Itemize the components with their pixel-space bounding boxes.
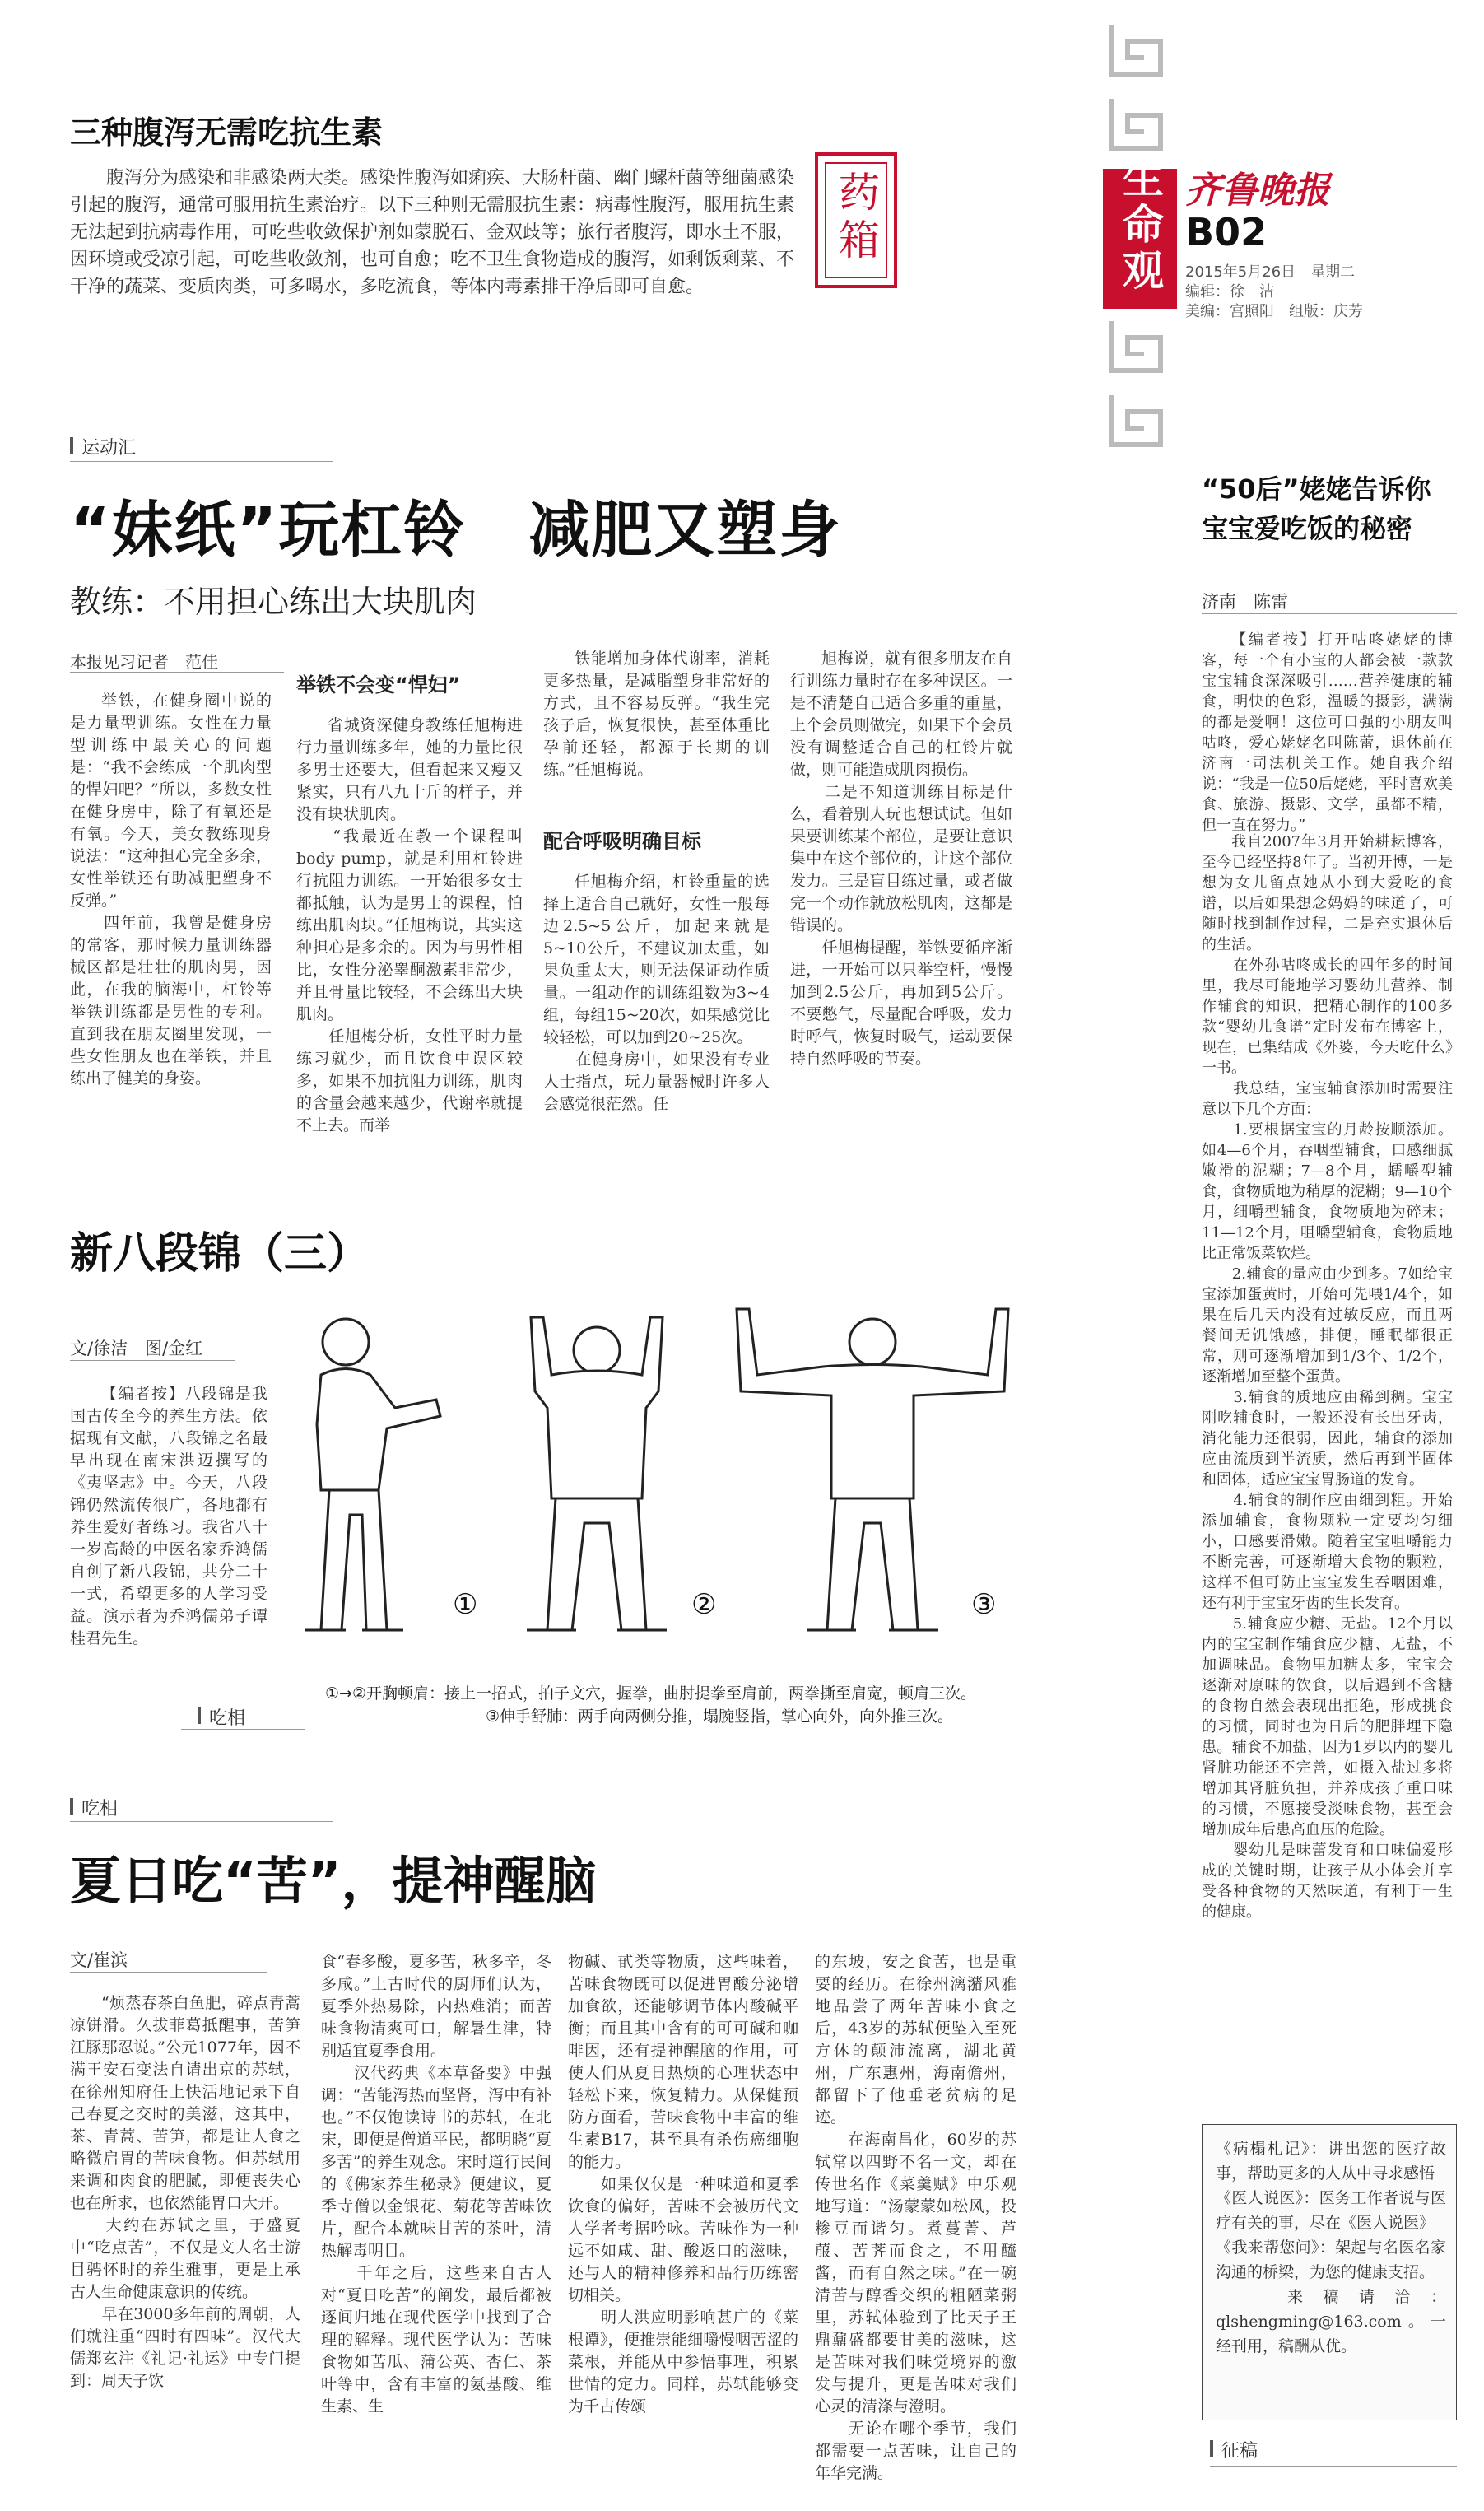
qigong-figures (272, 1284, 1054, 1679)
sport-headline: “妹纸”玩杠铃 减肥又塑身 (70, 495, 842, 566)
page-number: B02 (1185, 210, 1268, 254)
section-title: 生命观 (1116, 156, 1164, 295)
sport-col-2: 省城资深健身教练任旭梅进行力量训练多年，她的力量比很多男士还要大，但看起来又瘦又紧实，只有八九十斤的样子，并没有块状肌肉。 “我最近在教一个课程叫body pump，就是利用杠铃进行抗阻力训练。一开始很多女士都抵触，认为是男士的课程，怕练出肌肉块。”任旭梅说，其实这种担心是多余的。因为与男性相比，女性分泌睾酮激素非常少，并且骨量比较轻，不会练出大块肌肉。 任旭梅分析，女性平时力量练习就少，而且饮食中误区较多，如果不加抗阻力训练，肌肉的含量会越来越少，代谢率就提不上去。而举 (296, 716, 523, 1134)
qigong-byline: 文/徐洁 图/金红 (70, 1339, 203, 1358)
food-col-4: 的东坡，安之食苦，也是重要的经历。在徐州漓潴风雅地品尝了两年苦味小食之后，43岁的苏轼便坠入至死方休的颠沛流离，湖北黄州，广东惠州，海南儋州，都留下了他垂老贫病的足迹。 在海南昌化，60岁的苏轼常以四野不名一文，却在传世名作《菜羹赋》中乐观地写道：“汤蒙蒙如松风，投糁豆而谐匀。煮蔓菁、芦菔、苦荠而食之，不用醯酱，而有自然之味。”在一碗清苦与醇香交织的粗陋菜粥里，苏轼体验到了比天子王鼎鼐盛都要甘美的滋味，这是苦味对我们味觉境界的激发与提升，更是苦味对我们心灵的清涤与澄明。 无论在哪个季节，我们都需要一点苦味，让自己的年华完满。 (815, 1953, 1016, 2482)
food-headline: 夏日吃“苦”，提神醒脑 (70, 1851, 597, 1911)
food-tag: 吃相 (70, 1795, 118, 1820)
sport-col-1: 举铁，在健身圈中说的是力量型训练。女性在力量型训练中最关心的问题是：“我不会练成一个肌肉型的悍妇吧？”所以，多数女性在健身房中，除了有氧还是有氧。今天，美女教练现身说法：“这种担心完全多余，女性举铁还有助减肥塑身不反弹。” 四年前，我曾是健身房的常客，那时候力量训练器械区都是壮壮的肌肉男，因此，在我的脑海中，杠铃等举铁训练都是男性的专利。直到我在朋友圈里发现，一些女性朋友也在举铁，并且练出了健美的身姿。 (70, 692, 272, 1088)
figure-2-person (527, 1317, 667, 1630)
sport-subhead-2: 配合呼吸明确目标 (543, 830, 701, 853)
yaoxiang-badge-text: 药箱 (832, 170, 880, 266)
yaoxiang-title: 三种腹泻无需吃抗生素 (70, 114, 384, 151)
food-col-3: 物碱、甙类等物质，这些味着，苦味食物既可以促进胃酸分泌增加食欲，还能够调节体内酸碱平衡；而且其中含有的可可碱和咖啡因，还有提神醒脑的作用，可使人们从夏日热烦的心理状态中轻松下来，恢复精力。从保健预防方面看，苦味食物中丰富的维生素B17，甚至具有杀伤癌细胞的能力。 如果仅仅是一种味道和夏季饮食的偏好，苦味不会被历代文人学者考据吟咏。苦味作为一种远不如咸、甜、酸返口的滋味，还与人的精神修养和品行历练密切相关。 明人洪应明影响甚广的《菜根谭》，便推崇能细嚼慢咽苦涩的菜根，并能从中参悟事理，积累世情的定力。同样，苏轼能够变为千古传颂 (568, 1953, 798, 2415)
notice-box (1202, 2124, 1457, 2420)
figure-3-person (737, 1309, 1008, 1630)
qigong-tag-mid: 吃相 (198, 1704, 245, 1730)
side-intro: 【编者按】打开咕咚姥姥的博客，每一个有小宝的人都会被一款款宝宝辅食深深吸引……营养健康的辅食，明快的色彩，温暖的摄影，满满的都是爱啊！这位可口强的小朋友叫咕咚，爱心姥姥名叫陈蕾，退休前在济南一司法机关工作。她自我介绍说：“我是一位50后姥姥，平时喜欢美食、旅游、摄影、文学，虽都不精，但一直在努力。” (1202, 631, 1453, 834)
yaoxiang-badge (815, 152, 897, 288)
qigong-headline: 新八段锦（三） (70, 1229, 370, 1279)
food-col-1: “烦蒸春茶白鱼肥，碎点青蒿凉饼滑。久拔菲葛抵醒事，苦笋江豚那忍说。”公元1077年，因不满王安石变法自请出京的苏轼，在徐州知府任上快活地记录下自己春夏之交时的美滋，这其中，茶、青蒿、苦笋，都是让人食之略微启胃的苦味食物。但苏轼用来调和肉食的肥腻，即便丧失心也在所求，也依然能胃口大开。 大约在苏轼之里，于盛夏中“吃点苦”，不仅是文人名士游目骋怀时的养生雅事，更是上承古人生命健康意识的传统。 早在3000多年前的周朝，人们就注重“四时有四味”。汉代大儒郑玄注《礼记·礼运》中专门提到：周天子饮 (70, 1994, 300, 2390)
sport-tag: 运动汇 (70, 434, 136, 459)
figure-label-1: ① (453, 1588, 478, 1621)
qigong-caption-2: ③伸手舒肺：两手向两侧分推，塌腕竖指，掌心向外，向外推三次。 (486, 1707, 954, 1726)
side-headline: “50后”姥姥告诉你宝宝爱吃饭的秘密 (1202, 473, 1431, 544)
sport-col-4: 旭梅说，就有很多朋友在自行训练力量时存在多种误区。一是不清楚自己适合多重的重量，上个会员则做完，如果下个会员没有调整适合自己的杠铃片就做，则可能造成肌肉损伤。 二是不知道训练目标是什么，看着别人玩也想试试。但如果要训练某个部位，是要让意识集中在这个部位的，让这个部位发力。三是盲目练过量，或者做完一个动作就放松肌肉，这都是错误的。 任旭梅提醒，举铁要循序渐进，一开始可以只举空杆，慢慢加到2.5公斤，再加到5公斤。不要憋气，尽量配合呼吸，发力时呼气，恢复时吸气，运动要保持自然呼吸的节奏。 (790, 650, 1012, 1068)
yaoxiang-body: 腹泻分为感染和非感染两大类。感染性腹泻如痢疾、大肠杆菌、幽门螺杆菌等细菌感染引起的腹泻，通常可服用抗生素治疗。以下三种则无需服抗生素：病毒性腹泻，服用抗生素无法起到抗病毒作用，可吃些收敛保护剂如蒙脱石、金双歧等；旅行者腹泻，即水土不服，因环境或受凉引起，可吃些收敛剂，也可自愈；吃不卫生食物造成的腹泻，如剩饭剩菜、不干净的蔬菜、变质肉类，可多喝水，多吃流食，等体内毒素排干净后即可自愈。 (70, 168, 795, 297)
sport-byline: 本报见习记者 范佳 (70, 652, 218, 672)
side-body: 我自2007年3月开始耕耘博客，至今已经坚持8年了。当初开博，一是想为女儿留点她从小到大爱吃的食谱，以后如果想念妈妈的味道了，可随时找到制作过程，二是充实退休后的生活。 在外孙咕咚成长的四年多的时间里，我尽可能地学习婴幼儿营养、制作辅食的知识，把精心制作的100多款“婴幼儿食谱”定时发布在博客上，现在，已集结成《外婆，今天吃什么》一书。 我总结，宝宝辅食添加时需要注意以下几个方面： 1.要根据宝宝的月龄按顺添加。如4—6个月，吞咽型辅食，口感细腻嫩滑的泥糊；7—8个月，蠕嚼型辅食，食物质地为稍厚的泥糊；9—10个月，细嚼型辅食，食物质地为碎末；11—12个月，咀嚼型辅食，食物质地比正常饭菜软烂。 2.辅食的量应由少到多。7如给宝宝添加蛋黄时，开始可先喂1/4个，如果在后几天内没有过敏反应，而且两餐间无饥饿感，排便，睡眠都很正常，则可逐渐增加到1/3个、1/2个，逐渐增加至整个蛋黄。 3.辅食的质地应由稀到稠。宝宝刚吃辅食时，一般还没有长出牙齿，消化能力还很弱，因此，辅食的添加应由流质到半流质，然后再到半固体和固体，适应宝宝胃肠道的发育。 4.辅食的制作应由细到粗。开始添加辅食，食物颗粒一定要均匀细小，口感要滑嫩。随着宝宝咀嚼能力不断完善，可逐渐增大食物的颗粒，这样不但可防止宝宝发生吞咽困难，还有利于宝宝牙齿的生长发育。 5.辅食应少糖、无盐。12个月以内的宝宝制作辅食应少糖、无盐，不加调味品。食物里加糖太多，宝宝会逐渐对原味的饮食，以后遇到不含糖的食物自然会表现出拒绝，形成挑食的习惯，同时也为日后的肥胖埋下隐患。辅食不加盐，因为1岁以内的婴儿肾脏功能还不完善，如摄入盐过多将增加其肾脏负担，并养成孩子重口味的习惯，不愿接受淡味食物，甚至会增加成年后患高血压的危险。 婴幼儿是味蕾发育和口味偏爱形成的关键时期，让孩子从小体会并享受各种食物的天然味道，有利于一生的健康。 (1202, 833, 1453, 1921)
figure-label-3: ③ (971, 1588, 997, 1621)
sport-subhead-1: 举铁不会变“悍妇” (296, 673, 461, 696)
figure-label-2: ② (691, 1588, 717, 1621)
art-credit: 美编：宫照阳 组版：庆芳 (1185, 303, 1363, 320)
notice-text: 《病榻札记》：讲出您的医疗故事，帮助更多的人从中寻求感悟 《医人说医》：医务工作者说与医疗有关的事，尽在《医人说医》 《我来帮您问》：架起与名医名家沟通的桥梁，为您的健康支招。 来稿请洽：qlshengming@163.com。一经刊用，稿酬从优。 (1216, 2140, 1446, 2355)
qigong-caption-1: ①→②开胸顿肩：接上一招式，拍子文穴，握拳，曲肘提拳至肩前，两拳撕至肩宽，顿肩三次。 (325, 1684, 976, 1703)
issue-date: 2015年5月26日 星期二 (1185, 263, 1356, 281)
side-byline: 济南 陈雷 (1202, 592, 1288, 612)
qigong-intro: 【编者按】八段锦是我国古传至今的养生方法。依据现有文献，八段锦之名最早出现在南宋洪迈撰写的《夷坚志》中。今天，八段锦仍然流传很广，各地都有养生爱好者练习。我省八十一岁高龄的中医名家乔鸿儒自创了新八段锦，共分二十一式，希望更多的人学习受益。演示者为乔鸿儒弟子谭桂君先生。 (70, 1385, 267, 1647)
sport-col-3b: 任旭梅介绍，杠铃重量的选择上适合自己就好，女性一般每边2.5~5公斤，加起来就是5~10公斤，不建议加太重，如果负重太大，则无法保证动作质量。一组动作的训练组数为3~4组，每组15~20次，如果感觉比较轻松，可以加到20~25次。 在健身房中，如果没有专业人士指点，玩力量器械时许多人会感觉很茫然。任 (543, 873, 770, 1113)
food-col-2: 食“春多酸，夏多苦，秋多辛，冬多咸。”上古时代的厨师们认为，夏季外热易除，内热难消；而苦味食物清爽可口，解暑生津，特别适宜夏季食用。 汉代药典《本草备要》中强调：“苦能泻热而坚肾，泻中有补也。”不仅饱读诗书的苏轼，在北宋，即便是僧道平民，都明晓“夏多苦”的养生观念。宋时道行民间的《佛家养生秘录》便建议，夏季寺僧以金银花、菊花等苦味饮片，配合本就味甘苦的茶叶，清热解毒明目。 千年之后，这些来自古人对“夏日吃苦”的阐发，最后都被逐间归地在现代医学中找到了合理的解释。现代医学认为：苦味食物如苦瓜、蒲公英、杏仁、茶叶等中，含有丰富的氨基酸、维生素、生 (321, 1953, 551, 2415)
figure-1-person (305, 1319, 440, 1630)
food-byline: 文/崔滨 (70, 1950, 128, 1970)
newspaper-logo: 齐鲁晚报 (1185, 170, 1330, 212)
sport-subtitle: 教练：不用担心练出大块肌肉 (70, 584, 477, 620)
notice-tag: 征稿 (1210, 2437, 1258, 2462)
sport-col-3: 铁能增加身体代谢率，消耗更多热量，是减脂塑身非常好的方式，且不容易反弹。“我生完孩子后，恢复很快，甚至体重比孕前还轻，都源于长期的训练。”任旭梅说。 (543, 650, 770, 779)
editor-credit: 编辑：徐 洁 (1185, 283, 1274, 300)
